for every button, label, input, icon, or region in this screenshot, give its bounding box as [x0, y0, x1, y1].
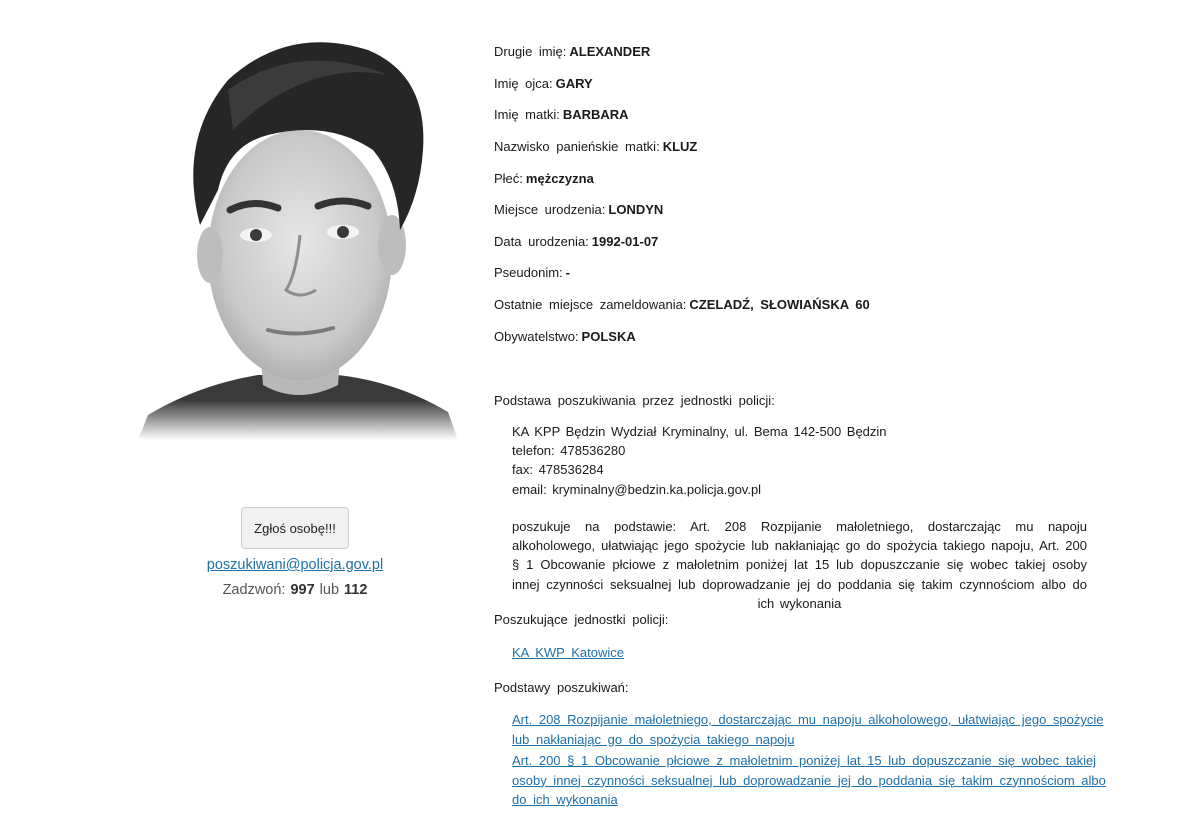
call-prefix: Zadzwoń:	[222, 582, 286, 598]
call-or: lub	[319, 582, 340, 598]
call-numbers	[130, 582, 460, 598]
report-person-button[interactable]: Zgłoś osobę!!!	[241, 507, 349, 549]
searching-units-list	[512, 643, 1110, 663]
basis-email: email: kryminalny@bedzin.ka.policja.gov.pl	[512, 481, 762, 497]
basis-unit: KA KPP Będzin Wydział Kryminalny, ul. Bema 142-500 Będzin	[512, 424, 887, 439]
field-mother-maiden-name: Nazwisko panieńskie matki: KLUZ	[494, 139, 698, 154]
field-sex: Płeć: mężczyzna	[494, 171, 594, 186]
basis-fax: fax: 478536284	[512, 462, 604, 478]
report-email-link[interactable]: poszukiwani@policja.gov.pl	[206, 557, 384, 573]
search-ground-link-art208[interactable]: Art. 208 Rozpijanie małoletniego, dostarczając mu napoju alkoholowego, ułatwiając jego spożycie lub nakłaniając go do spożycia takiego napoju	[512, 712, 1104, 747]
field-birth-date: Data urodzenia: 1992-01-07	[494, 234, 659, 249]
search-grounds-list	[512, 710, 1110, 810]
field-citizenship: Obywatelstwo: POLSKA	[494, 329, 636, 344]
searching-units-heading: Poszukujące jednostki policji:	[494, 612, 669, 627]
field-nickname: Pseudonim: -	[494, 265, 570, 280]
field-last-residence: Ostatnie miejsce zameldowania: CZELADŹ, SŁOWIAŃSKA 60	[494, 297, 870, 312]
field-mother-name: Imię matki: BARBARA	[494, 107, 629, 122]
field-second-name: Drugie imię: ALEXANDER	[494, 44, 651, 59]
person-photo	[138, 20, 458, 440]
field-birthplace: Miejsce urodzenia: LONDYN	[494, 202, 664, 217]
emergency-number-997: 997	[290, 582, 315, 598]
searching-unit-link[interactable]: KA KWP Katowice	[512, 645, 624, 660]
basis-heading: Podstawa poszukiwania przez jednostki policji:	[494, 393, 775, 408]
search-grounds-heading: Podstawy poszukiwań:	[494, 680, 629, 695]
emergency-number-112: 112	[344, 582, 368, 598]
basis-contact	[512, 422, 1087, 499]
basis-phone: telefon: 478536280	[512, 443, 626, 459]
search-ground-link-art200[interactable]: Art. 200 § 1 Obcowanie płciowe z małoletnim poniżej lat 15 lub dopuszczanie się wobec takiej osoby innej czynności seksualnej lub doprowadzanie jej do poddania się takim czynnościom albo do ich wykonania	[512, 753, 1106, 807]
field-father-name: Imię ojca: GARY	[494, 76, 593, 91]
basis-legal-text: poszukuje na podstawie: Art. 208 Rozpijanie małoletniego, dostarczając mu napoju alkoholowego, ułatwiając jego spożycie lub nakłaniając go do spożycia takiego napoju, Art. 200 § 1 Obcowanie płciowe z małoletnim poniżej lat 15 lub dopuszczanie się wobec takiej osoby innej czynności seksualnej lub doprowadzanie jej do poddania się takim czynnościom albo do ich wykonania	[512, 519, 1087, 611]
